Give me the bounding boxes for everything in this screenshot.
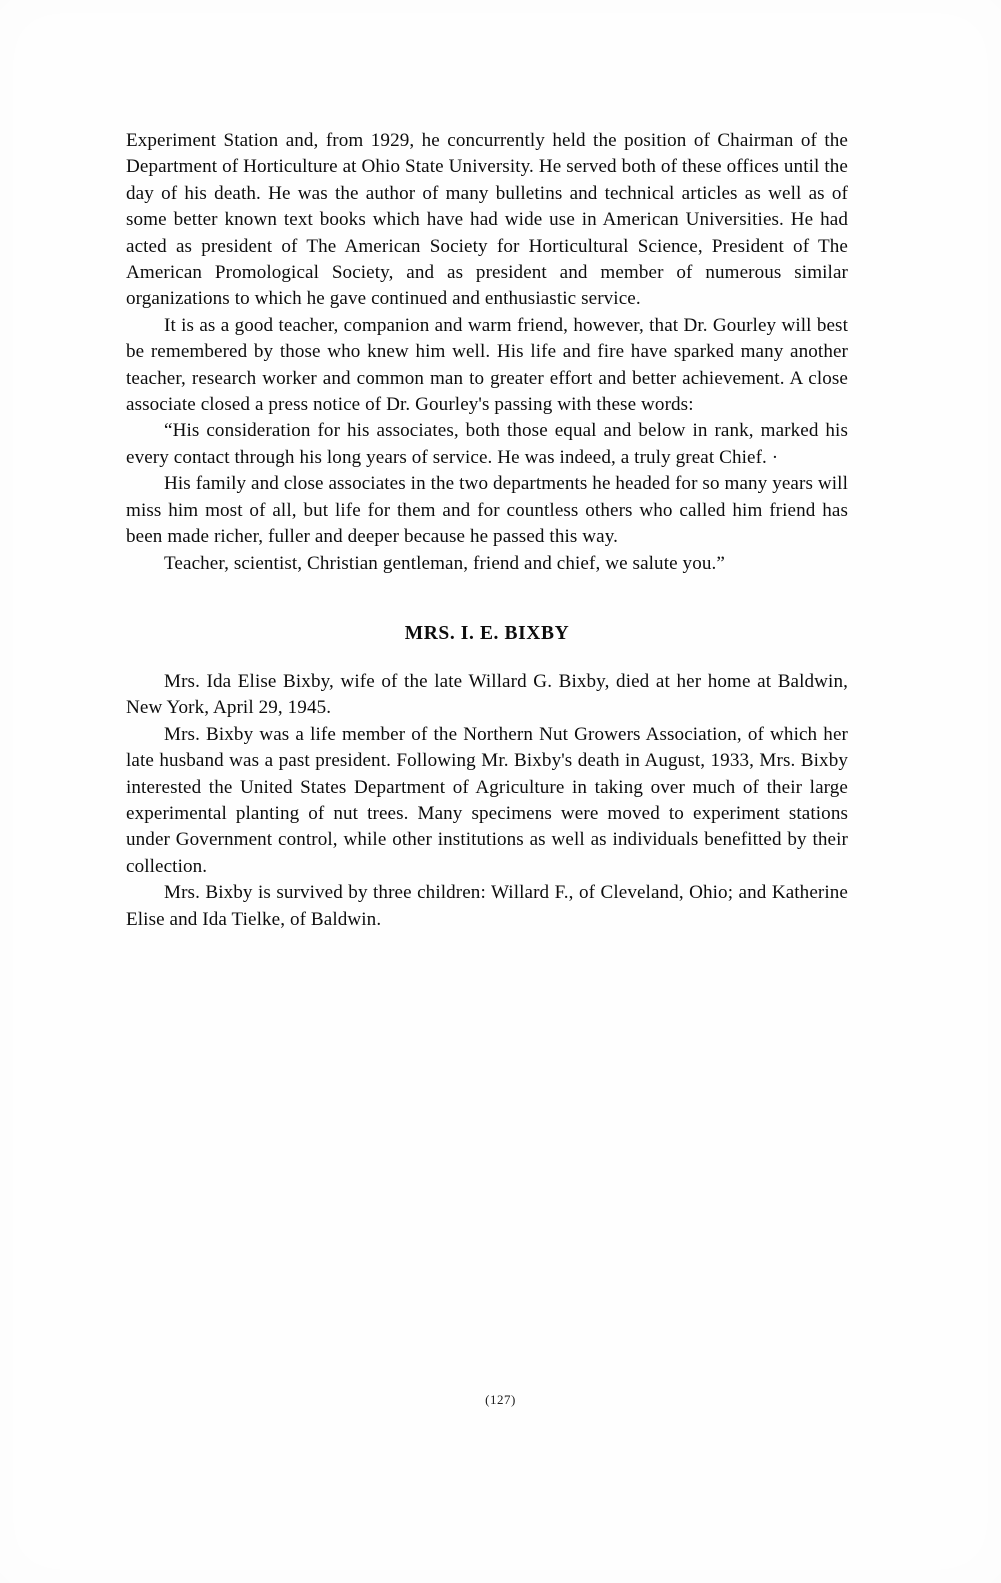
page-content xyxy=(126,128,848,933)
spacer xyxy=(126,647,848,669)
paragraph: Mrs. Ida Elise Bixby, wife of the late Willard G. Bixby, died at her home at Baldwin, New York, April 29, 1945. xyxy=(126,670,848,719)
section-heading: MRS. I. E. BIXBY xyxy=(404,622,570,644)
paragraph: It is as a good teacher, companion and warm friend, however, that Dr. Gourley will best be remembered by those who knew him well. His life and fire have sparked many another teacher, research worker and common man to greater effort and better achievement. A close associate closed a press notice of Dr. Gourley's passing with these words: xyxy=(126,314,848,416)
page-number: (127) xyxy=(485,1392,516,1407)
paragraph: His family and close associates in the two departments he headed for so many years will miss him most of all, but life for them and for countless others who called him friend has been made richer, fuller and deeper because he passed this way. xyxy=(126,473,848,548)
paragraph: Experiment Station and, from 1929, he concurrently held the position of Chairman of the Department of Horticulture at Ohio State University. He served both of these offices until the day of his death. He was the author of many bulletins and technical articles as well as of some better known text books which have had wide use in American Universities. He had acted as president of The American Society for Horticultural Science, President of The American Promological Society, and as president and member of numerous similar organizations to which he gave continued and enthusiastic service. xyxy=(126,130,848,310)
spacer xyxy=(126,577,848,621)
paragraph: Teacher, scientist, Christian gentleman, friend and chief, we salute you.” xyxy=(164,552,725,574)
paragraph: Mrs. Bixby is survived by three children: Willard F., of Cleveland, Ohio; and Katherine Elise and Ida Tielke, of Baldwin. xyxy=(126,882,848,930)
paragraph: “His consideration for his associates, both those equal and below in rank, marked his every contact through his long years of service. He was indeed, a truly great Chief. · xyxy=(126,420,848,468)
paragraph: Mrs. Bixby was a life member of the Northern Nut Growers Association, of which her late husband was a past president. Following Mr. Bixby's death in August, 1933, Mrs. Bixby interested the United States Department of Agriculture in taking over much of their large experimental planting of nut trees. Many specimens were moved to experiment stations under Government control, while other institutions as well as individuals benefitted by their collection. xyxy=(126,723,848,877)
